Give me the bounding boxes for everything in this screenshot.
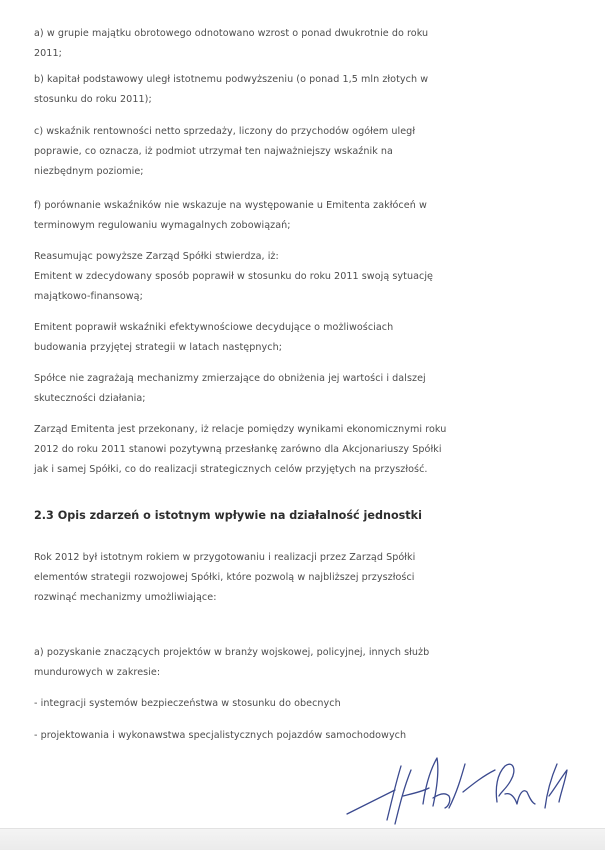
- text-line: terminowym regulowaniu wymagalnych zobowiązań;: [34, 220, 291, 231]
- section-heading: 2.3 Opis zdarzeń o istotnym wpływie na działalność jednostki: [34, 509, 422, 522]
- page-bottom-edge: [0, 828, 605, 850]
- text-line: - integracji systemów bezpieczeństwa w stosunku do obecnych: [34, 698, 341, 709]
- paragraph-summary: [34, 247, 574, 307]
- text-line: jak i samej Spółki, co do realizacji strategicznych celów przyjętych na przyszłość.: [34, 464, 428, 475]
- list-item-vehicles: [34, 726, 574, 746]
- text-line: b) kapitał podstawowy uległ istotnemu podwyższeniu (o ponad 1,5 mln złotych w: [34, 74, 429, 85]
- paragraph-board: [34, 420, 574, 480]
- text-line: - projektowania i wykonawstwa specjalistycznych pojazdów samochodowych: [34, 730, 407, 741]
- text-line: niezbędnym poziomie;: [34, 166, 144, 177]
- text-line: a) pozyskanie znaczących projektów w branży wojskowej, policyjnej, innych służb: [34, 647, 430, 658]
- paragraph-efficiency: [34, 318, 574, 358]
- paragraph-c: [34, 122, 574, 182]
- text-line: elementów strategii rozwojowej Spółki, które pozwolą w najbliższej przyszłości: [34, 572, 415, 583]
- list-item-integration: [34, 694, 574, 714]
- handwritten-signature: [345, 748, 575, 828]
- paragraph-a: [34, 24, 574, 64]
- text-line: f) porównanie wskaźników nie wskazuje na występowanie u Emitenta zakłóceń w: [34, 200, 427, 211]
- text-line: skuteczności działania;: [34, 393, 146, 404]
- text-line: rozwinąć mechanizmy umożliwiające:: [34, 592, 217, 603]
- paragraph-f: [34, 196, 574, 236]
- text-line: Spółce nie zagrażają mechanizmy zmierzające do obniżenia jej wartości i dalszej: [34, 373, 426, 384]
- text-line: Zarząd Emitenta jest przekonany, iż relacje pomiędzy wynikami ekonomicznymi roku: [34, 424, 447, 435]
- paragraph-b: [34, 70, 574, 110]
- text-line: poprawie, co oznacza, iż podmiot utrzymał ten najważniejszy wskaźnik na: [34, 146, 393, 157]
- text-line: c) wskaźnik rentowności netto sprzedaży, liczony do przychodów ogółem uległ: [34, 126, 416, 137]
- text-line: Emitent poprawił wskaźniki efektywnościowe decydujące o możliwościach: [34, 322, 394, 333]
- text-line: 2012 do roku 2011 stanowi pozytywną przesłankę zarówno dla Akcjonariuszy Spółki: [34, 444, 442, 455]
- text-line: a) w grupie majątku obrotowego odnotowano wzrost o ponad dwukrotnie do roku: [34, 28, 429, 39]
- text-line: mundurowych w zakresie:: [34, 667, 161, 678]
- paragraph-projects: [34, 643, 574, 683]
- paragraph-threats: [34, 369, 574, 409]
- text-line: Rok 2012 był istotnym rokiem w przygotowaniu i realizacji przez Zarząd Spółki: [34, 552, 416, 563]
- paragraph-year: [34, 548, 574, 608]
- text-line: 2011;: [34, 48, 62, 59]
- text-line: majątkowo-finansową;: [34, 291, 143, 302]
- text-line: budowania przyjętej strategii w latach następnych;: [34, 342, 282, 353]
- text-line: stosunku do roku 2011);: [34, 94, 152, 105]
- text-line: Emitent w zdecydowany sposób poprawił w stosunku do roku 2011 swoją sytuację: [34, 271, 434, 282]
- text-line: Reasumując powyższe Zarząd Spółki stwierdza, iż:: [34, 251, 279, 262]
